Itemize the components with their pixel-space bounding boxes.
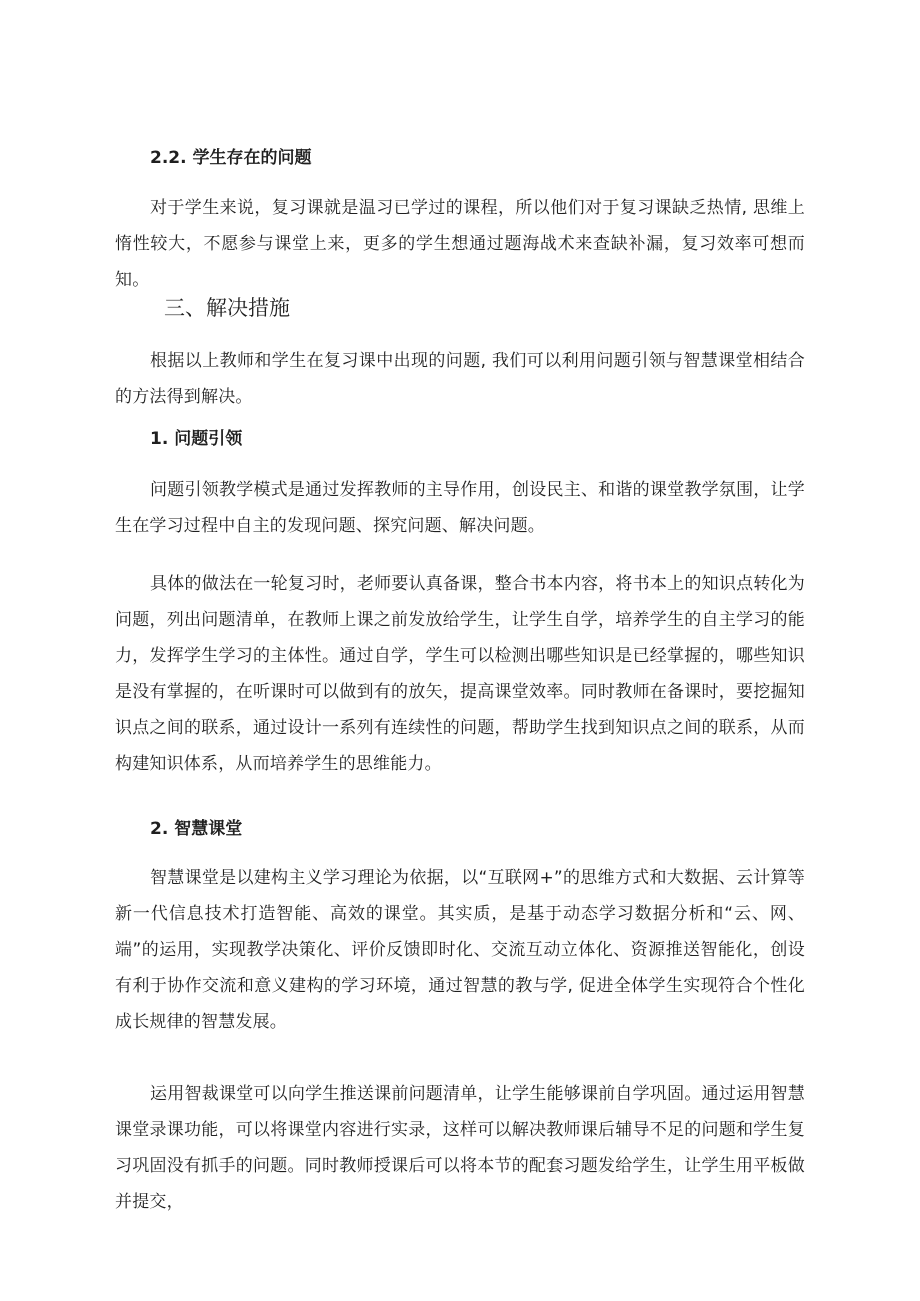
paragraph-solution-intro: 根据以上教师和学生在复习课中出现的问题, 我们可以利用问题引领与智慧课堂相结合的方法得到解决。 — [115, 351, 805, 407]
paragraph-smart-classroom-usage: 运用智裁课堂可以向学生推送课前问题清单，让学生能够课前自学巩固。通过运用智慧课堂录课功能，可以将课堂内容进行实录，这样可以解决教师课后辅导不足的问题和学生复习巩固没有抓手的问题。同时教师授课后可以将本节的配套习题发给学生，让学生用平板做并提交， — [115, 1084, 805, 1212]
subheading-smart-classroom: 2. 智慧课堂 — [150, 819, 243, 839]
section-title-solutions: 三、解决措施 — [164, 296, 290, 320]
paragraph-problem-guidance-practice: 具体的做法在一轮复习时，老师要认真备课，整合书本内容，将书本上的知识点转化为问题，列出问题清单，在教师上课之前发放给学生，让学生自学，培养学生的自主学习的能力，发挥学生学习的主体性。通过自学，学生可以检测出哪些知识是已经掌握的，哪些知识是没有掌握的，在听课时可以做到有的放矢，提高课堂效率。同时教师在备课时，要挖掘知识点之间的联系，通过设计一系列有连续性的问题，帮助学生找到知识点之间的联系，从而构建知识体系，从而培养学生的思维能力。 — [115, 574, 805, 774]
subheading-2-2: 2.2. 学生存在的问题 — [150, 148, 312, 168]
paragraph-problem-guidance-definition: 问题引领教学模式是通过发挥教师的主导作用，创设民主、和谐的课堂教学氛围，让学生在学习过程中自主的发现问题、探究问题、解决问题。 — [115, 480, 805, 536]
paragraph-student-problems: 对于学生来说，复习课就是温习已学过的课程，所以他们对于复习课缺乏热情, 思维上惰性较大，不愿参与课堂上来，更多的学生想通过题海战术来查缺补漏，复习效率可想而知。 — [115, 198, 805, 290]
paragraph-smart-classroom-definition: 智慧课堂是以建构主义学习理论为依据，以“互联网+”的思维方式和大数据、云计算等新一代信息技术打造智能、高效的课堂。其实质，是基于动态学习数据分析和“云、网、端”的运用，实现教学决策化、评价反馈即时化、交流互动立体化、资源推送智能化，创设有利于协作交流和意义建构的学习环境，通过智慧的教与学, 促进全体学生实现符合个性化成长规律的智慧发展。 — [115, 868, 805, 1032]
subheading-problem-guidance: 1. 问题引领 — [150, 429, 243, 449]
